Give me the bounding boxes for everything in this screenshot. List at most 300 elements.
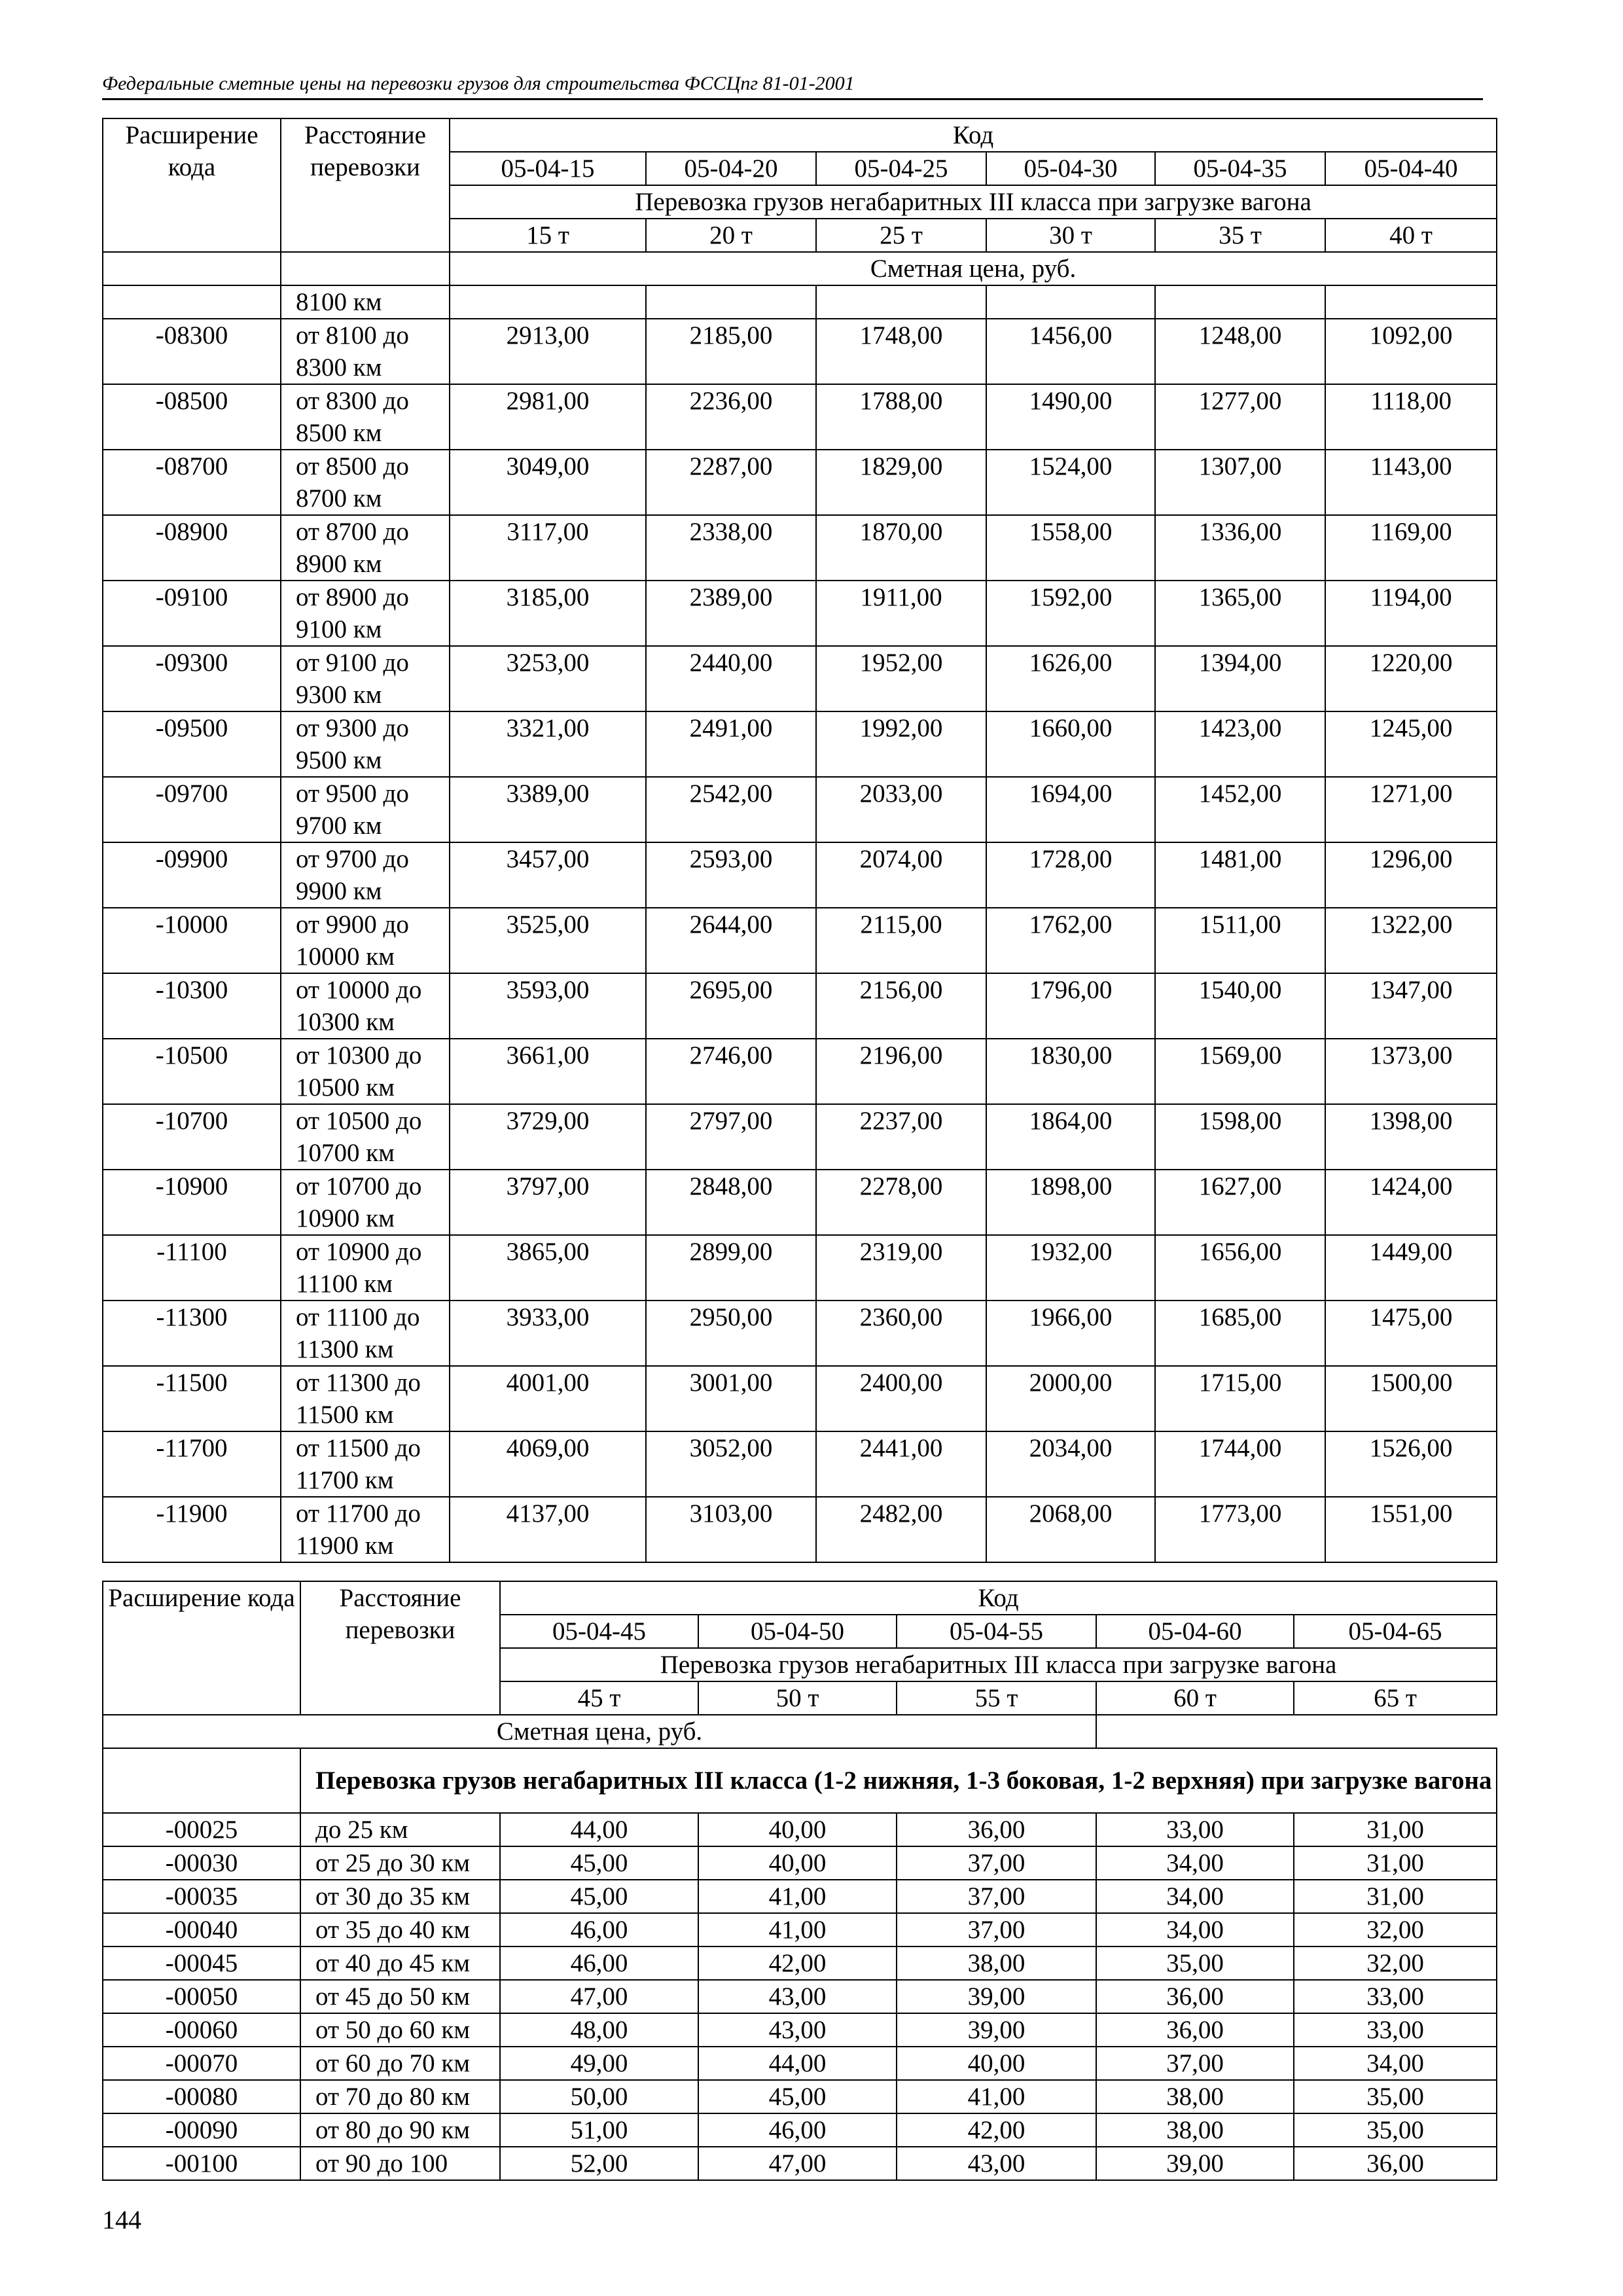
price-cell: 1551,00 (1325, 1497, 1497, 1562)
price-cell: 38,00 (897, 1946, 1096, 1980)
distance-cell: от 11300 до 11500 км (281, 1366, 450, 1431)
price-cell: 1296,00 (1325, 842, 1497, 908)
ext-code-cell: -11700 (103, 1431, 281, 1497)
price-cell: 1796,00 (986, 973, 1155, 1039)
table-row (103, 1846, 1497, 1880)
price-cell: 1398,00 (1325, 1104, 1497, 1170)
price-cell: 3729,00 (450, 1104, 646, 1170)
price-cell: 31,00 (1294, 1880, 1497, 1913)
price-cell: 1830,00 (986, 1039, 1155, 1104)
price-cell: 2360,00 (816, 1300, 986, 1366)
price-cell: 35,00 (1294, 2080, 1497, 2113)
ext-code-cell: -00080 (103, 2080, 300, 2113)
distance-cell: от 90 до 100 (300, 2147, 500, 2180)
code-cell: 05-04-35 (1155, 152, 1325, 185)
price-cell: 2644,00 (646, 908, 816, 973)
table-row (103, 777, 1497, 842)
distance-cell: от 10000 до 10300 км (281, 973, 450, 1039)
price-cell: 38,00 (1096, 2113, 1294, 2147)
distance-cell: от 8500 до 8700 км (281, 450, 450, 515)
table-row (103, 2013, 1497, 2047)
price-cell: 46,00 (500, 1946, 698, 1980)
price-cell: 1660,00 (986, 711, 1155, 777)
price-cell: 3253,00 (450, 646, 646, 711)
price-cell: 34,00 (1096, 1846, 1294, 1880)
price-cell: 1952,00 (816, 646, 986, 711)
ext-code-cell: -11300 (103, 1300, 281, 1366)
price-cell: 2000,00 (986, 1366, 1155, 1431)
price-cell: 3797,00 (450, 1170, 646, 1235)
distance-cell: от 9700 до 9900 км (281, 842, 450, 908)
price-cell: 1271,00 (1325, 777, 1497, 842)
tonnage-cell: 20 т (646, 219, 816, 252)
price-cell: 2196,00 (816, 1039, 986, 1104)
price-cell: 1424,00 (1325, 1170, 1497, 1235)
price-cell: 1248,00 (1155, 319, 1325, 384)
price-cell: 1864,00 (986, 1104, 1155, 1170)
ext-code-cell: -10700 (103, 1104, 281, 1170)
distance-cell: от 45 до 50 км (300, 1980, 500, 2013)
tonnage-cell: 40 т (1325, 219, 1497, 252)
price-cell: 2441,00 (816, 1431, 986, 1497)
price-cell: 1870,00 (816, 515, 986, 581)
price-cell: 2074,00 (816, 842, 986, 908)
price-cell: 2593,00 (646, 842, 816, 908)
estimated-price-header: Сметная цена, руб. (103, 1715, 1096, 1748)
tonnage-cell: 35 т (1155, 219, 1325, 252)
price-cell: 1456,00 (986, 319, 1155, 384)
price-cell: 33,00 (1294, 2013, 1497, 2047)
price-cell: 51,00 (500, 2113, 698, 2147)
price-cell: 3525,00 (450, 908, 646, 973)
price-cell: 2950,00 (646, 1300, 816, 1366)
distance-cell: от 11100 до 11300 км (281, 1300, 450, 1366)
price-cell: 40,00 (897, 2047, 1096, 2080)
price-cell: 1220,00 (1325, 646, 1497, 711)
price-cell: 1744,00 (1155, 1431, 1325, 1497)
price-cell: 39,00 (897, 2013, 1096, 2047)
distance-cell: от 9900 до 10000 км (281, 908, 450, 973)
price-cell: 3661,00 (450, 1039, 646, 1104)
distance-cell: от 70 до 80 км (300, 2080, 500, 2113)
price-cell: 37,00 (897, 1880, 1096, 1913)
ext-code-cell: -09700 (103, 777, 281, 842)
price-cell: 46,00 (500, 1913, 698, 1946)
price-cell: 1788,00 (816, 384, 986, 450)
price-cell: 40,00 (698, 1813, 897, 1846)
price-cell: 36,00 (1096, 2013, 1294, 2047)
price-cell: 39,00 (1096, 2147, 1294, 2180)
price-cell: 1911,00 (816, 581, 986, 646)
price-cell: 1490,00 (986, 384, 1155, 450)
price-cell: 3052,00 (646, 1431, 816, 1497)
table-2-header (103, 1581, 1497, 1748)
price-cell: 36,00 (897, 1813, 1096, 1846)
tonnage-cell: 65 т (1294, 1681, 1497, 1715)
price-cell: 1966,00 (986, 1300, 1155, 1366)
price-cell: 1365,00 (1155, 581, 1325, 646)
ext-code-cell: -00090 (103, 2113, 300, 2147)
price-cell: 40,00 (698, 1846, 897, 1880)
price-cell: 1194,00 (1325, 581, 1497, 646)
price-cell: 1475,00 (1325, 1300, 1497, 1366)
price-cell: 2278,00 (816, 1170, 986, 1235)
price-cell: 1626,00 (986, 646, 1155, 711)
price-cell: 3185,00 (450, 581, 646, 646)
ext-code-cell: -00040 (103, 1913, 300, 1946)
page-header: Федеральные сметные цены на перевозки грузов для строительства ФССЦпг 81-01-2001 (102, 71, 1483, 100)
price-cell: 1526,00 (1325, 1431, 1497, 1497)
table-row (103, 2113, 1497, 2147)
price-cell: 3457,00 (450, 842, 646, 908)
distance-cell: от 10900 до 11100 км (281, 1235, 450, 1300)
code-cell: 05-04-60 (1096, 1615, 1294, 1648)
price-cell: 2848,00 (646, 1170, 816, 1235)
code-cell: 05-04-45 (500, 1615, 698, 1648)
price-cell: 1627,00 (1155, 1170, 1325, 1235)
price-cell: 43,00 (698, 1980, 897, 2013)
ext-code-cell: -00050 (103, 1980, 300, 2013)
table-1-header (103, 118, 1497, 285)
distance-cell: от 11700 до 11900 км (281, 1497, 450, 1562)
price-cell: 2797,00 (646, 1104, 816, 1170)
price-cell: 2913,00 (450, 319, 646, 384)
code-cell: 05-04-55 (897, 1615, 1096, 1648)
price-cell: 42,00 (698, 1946, 897, 1980)
price-cell: 33,00 (1096, 1813, 1294, 1846)
price-cell: 41,00 (698, 1913, 897, 1946)
price-cell: 41,00 (698, 1880, 897, 1913)
price-cell: 31,00 (1294, 1846, 1497, 1880)
price-cell: 1932,00 (986, 1235, 1155, 1300)
distance-cell: от 8300 до 8500 км (281, 384, 450, 450)
page-number: 144 (102, 2205, 141, 2234)
table-row (103, 842, 1497, 908)
price-cell: 1347,00 (1325, 973, 1497, 1039)
ext-code-cell: -00045 (103, 1946, 300, 1980)
price-table-2 (102, 1581, 1497, 2181)
price-cell: 3103,00 (646, 1497, 816, 1562)
table-row (103, 1813, 1497, 1846)
distance-cell: от 8100 до 8300 км (281, 319, 450, 384)
distance-cell: от 30 до 35 км (300, 1880, 500, 1913)
price-cell: 47,00 (500, 1980, 698, 2013)
price-cell: 47,00 (698, 2147, 897, 2180)
price-cell: 1307,00 (1155, 450, 1325, 515)
distance-cell: от 35 до 40 км (300, 1913, 500, 1946)
price-cell: 45,00 (500, 1846, 698, 1880)
price-cell: 1169,00 (1325, 515, 1497, 581)
table-row (103, 1104, 1497, 1170)
table-row (103, 1880, 1497, 1913)
price-cell: 48,00 (500, 2013, 698, 2047)
price-cell: 2319,00 (816, 1235, 986, 1300)
price-cell: 1092,00 (1325, 319, 1497, 384)
price-cell: 3117,00 (450, 515, 646, 581)
code-header: Код (450, 118, 1497, 152)
ext-code-cell: -11500 (103, 1366, 281, 1431)
price-cell: 1524,00 (986, 450, 1155, 515)
distance-cell: от 60 до 70 км (300, 2047, 500, 2080)
price-cell: 3389,00 (450, 777, 646, 842)
price-cell: 1715,00 (1155, 1366, 1325, 1431)
price-cell: 1592,00 (986, 581, 1155, 646)
ext-code-cell: -11900 (103, 1497, 281, 1562)
table-2-subtitle: Перевозка грузов негабаритных III класса при загрузке вагона (500, 1648, 1497, 1681)
distance-cell: от 9100 до 9300 км (281, 646, 450, 711)
table-row (103, 1300, 1497, 1366)
price-cell: 1762,00 (986, 908, 1155, 973)
table-row (103, 1980, 1497, 2013)
ext-code-cell: -10500 (103, 1039, 281, 1104)
section-title: Перевозка грузов негабаритных III класса (1-2 нижняя, 1-3 боковая, 1-2 верхняя) при загрузке вагона (300, 1748, 1497, 1813)
price-cell: 52,00 (500, 2147, 698, 2180)
ext-code-cell: -09500 (103, 711, 281, 777)
price-cell: 41,00 (897, 2080, 1096, 2113)
price-cell: 2115,00 (816, 908, 986, 973)
ext-code-cell: -10300 (103, 973, 281, 1039)
distance-cell: до 25 км (300, 1813, 500, 1846)
code-cell: 05-04-25 (816, 152, 986, 185)
table-row (103, 319, 1497, 384)
price-cell: 31,00 (1294, 1813, 1497, 1846)
tonnage-cell: 15 т (450, 219, 646, 252)
ext-code-cell: -00070 (103, 2047, 300, 2080)
price-cell: 49,00 (500, 2047, 698, 2080)
price-cell: 1728,00 (986, 842, 1155, 908)
distance-header: Расстояние перевозки (281, 118, 450, 252)
code-cell: 05-04-30 (986, 152, 1155, 185)
tonnage-cell: 60 т (1096, 1681, 1294, 1715)
price-cell: 37,00 (897, 1846, 1096, 1880)
distance-cell: от 80 до 90 км (300, 2113, 500, 2147)
price-cell: 1452,00 (1155, 777, 1325, 842)
price-cell: 37,00 (1096, 2047, 1294, 2080)
price-cell: 1598,00 (1155, 1104, 1325, 1170)
price-cell: 46,00 (698, 2113, 897, 2147)
price-cell: 1322,00 (1325, 908, 1497, 973)
price-cell: 2237,00 (816, 1104, 986, 1170)
ext-code-header: Расширение кода (103, 1581, 300, 1715)
table-row (103, 1039, 1497, 1104)
distance-cell: от 9300 до 9500 км (281, 711, 450, 777)
price-cell: 2899,00 (646, 1235, 816, 1300)
table-row (103, 646, 1497, 711)
price-cell: 38,00 (1096, 2080, 1294, 2113)
price-cell: 2156,00 (816, 973, 986, 1039)
price-cell: 36,00 (1294, 2147, 1497, 2180)
price-cell: 1558,00 (986, 515, 1155, 581)
price-cell: 2389,00 (646, 581, 816, 646)
table-row (103, 581, 1497, 646)
price-cell: 1500,00 (1325, 1366, 1497, 1431)
table-row (103, 711, 1497, 777)
price-cell: 3865,00 (450, 1235, 646, 1300)
price-cell: 50,00 (500, 2080, 698, 2113)
table-1-subtitle: Перевозка грузов негабаритных III класса при загрузке вагона (450, 185, 1497, 219)
price-cell: 1143,00 (1325, 450, 1497, 515)
price-cell: 1481,00 (1155, 842, 1325, 908)
price-cell: 3593,00 (450, 973, 646, 1039)
price-cell: 32,00 (1294, 1913, 1497, 1946)
price-cell: 1423,00 (1155, 711, 1325, 777)
price-cell: 2068,00 (986, 1497, 1155, 1562)
table-2-body (103, 1748, 1497, 2180)
table-row (103, 973, 1497, 1039)
price-cell: 39,00 (897, 1980, 1096, 2013)
price-cell: 1245,00 (1325, 711, 1497, 777)
price-cell: 3049,00 (450, 450, 646, 515)
distance-cell: от 40 до 45 км (300, 1946, 500, 1980)
tonnage-cell: 50 т (698, 1681, 897, 1715)
ext-code-cell: -08300 (103, 319, 281, 384)
price-cell: 34,00 (1096, 1880, 1294, 1913)
continued-distance: 8100 км (281, 285, 450, 319)
ext-code-cell: -00030 (103, 1846, 300, 1880)
price-table-1 (102, 118, 1497, 1563)
price-cell: 35,00 (1096, 1946, 1294, 1980)
code-cell: 05-04-50 (698, 1615, 897, 1648)
price-cell: 2400,00 (816, 1366, 986, 1431)
table-row (103, 908, 1497, 973)
price-cell: 3321,00 (450, 711, 646, 777)
price-cell: 1336,00 (1155, 515, 1325, 581)
price-cell: 2482,00 (816, 1497, 986, 1562)
distance-cell: от 11500 до 11700 км (281, 1431, 450, 1497)
distance-cell: от 10700 до 10900 км (281, 1170, 450, 1235)
price-cell: 44,00 (500, 1813, 698, 1846)
price-cell: 1748,00 (816, 319, 986, 384)
price-cell: 2542,00 (646, 777, 816, 842)
ext-code-cell: -00025 (103, 1813, 300, 1846)
ext-code-cell: -09900 (103, 842, 281, 908)
price-cell: 2981,00 (450, 384, 646, 450)
table-row (103, 2147, 1497, 2180)
price-cell: 2236,00 (646, 384, 816, 450)
ext-code-cell: -10000 (103, 908, 281, 973)
distance-cell: от 8900 до 9100 км (281, 581, 450, 646)
table-row (103, 2080, 1497, 2113)
price-cell: 1540,00 (1155, 973, 1325, 1039)
price-cell: 2338,00 (646, 515, 816, 581)
price-cell: 37,00 (897, 1913, 1096, 1946)
price-cell: 3933,00 (450, 1300, 646, 1366)
distance-cell: от 25 до 30 км (300, 1846, 500, 1880)
tonnage-cell: 30 т (986, 219, 1155, 252)
ext-code-cell: -00100 (103, 2147, 300, 2180)
price-cell: 1829,00 (816, 450, 986, 515)
price-cell: 4069,00 (450, 1431, 646, 1497)
price-cell: 34,00 (1294, 2047, 1497, 2080)
table-row (103, 1946, 1497, 1980)
price-cell: 45,00 (698, 2080, 897, 2113)
price-cell: 42,00 (897, 2113, 1096, 2147)
ext-code-cell: -08900 (103, 515, 281, 581)
price-cell: 35,00 (1294, 2113, 1497, 2147)
ext-code-cell: -09300 (103, 646, 281, 711)
table-row (103, 515, 1497, 581)
code-cell: 05-04-15 (450, 152, 646, 185)
table-1-body (103, 285, 1497, 1562)
price-cell: 1569,00 (1155, 1039, 1325, 1104)
price-cell: 1118,00 (1325, 384, 1497, 450)
table-row (103, 1235, 1497, 1300)
estimated-price-header: Сметная цена, руб. (450, 252, 1497, 285)
code-header: Код (500, 1581, 1497, 1615)
price-cell: 1511,00 (1155, 908, 1325, 973)
table-row (103, 1170, 1497, 1235)
ext-code-cell: -09100 (103, 581, 281, 646)
ext-code-cell: -08500 (103, 384, 281, 450)
price-cell: 2185,00 (646, 319, 816, 384)
distance-cell: от 9500 до 9700 км (281, 777, 450, 842)
distance-cell: от 8700 до 8900 км (281, 515, 450, 581)
price-cell: 45,00 (500, 1880, 698, 1913)
price-cell: 2746,00 (646, 1039, 816, 1104)
price-cell: 1449,00 (1325, 1235, 1497, 1300)
price-cell: 43,00 (897, 2147, 1096, 2180)
price-cell: 2033,00 (816, 777, 986, 842)
code-cell: 05-04-40 (1325, 152, 1497, 185)
price-cell: 44,00 (698, 2047, 897, 2080)
code-cell: 05-04-65 (1294, 1615, 1497, 1648)
ext-code-cell: -10900 (103, 1170, 281, 1235)
price-cell: 2491,00 (646, 711, 816, 777)
table-row (103, 1431, 1497, 1497)
price-cell: 1394,00 (1155, 646, 1325, 711)
price-cell: 2695,00 (646, 973, 816, 1039)
price-cell: 43,00 (698, 2013, 897, 2047)
tonnage-cell: 25 т (816, 219, 986, 252)
distance-header: Расстояние перевозки (300, 1581, 500, 1715)
price-cell: 1694,00 (986, 777, 1155, 842)
ext-code-header: Расширение кода (103, 118, 281, 252)
price-cell: 3001,00 (646, 1366, 816, 1431)
tonnage-cell: 55 т (897, 1681, 1096, 1715)
table-row (103, 384, 1497, 450)
table-row (103, 1497, 1497, 1562)
price-cell: 4001,00 (450, 1366, 646, 1431)
price-cell: 2440,00 (646, 646, 816, 711)
price-cell: 33,00 (1294, 1980, 1497, 2013)
tonnage-cell: 45 т (500, 1681, 698, 1715)
price-cell: 4137,00 (450, 1497, 646, 1562)
ext-code-cell: -00035 (103, 1880, 300, 1913)
price-cell: 1898,00 (986, 1170, 1155, 1235)
price-cell: 1992,00 (816, 711, 986, 777)
table-row (103, 1366, 1497, 1431)
price-cell: 34,00 (1096, 1913, 1294, 1946)
price-cell: 1656,00 (1155, 1235, 1325, 1300)
table-row (103, 1913, 1497, 1946)
distance-cell: от 10500 до 10700 км (281, 1104, 450, 1170)
code-cell: 05-04-20 (646, 152, 816, 185)
distance-cell: от 50 до 60 км (300, 2013, 500, 2047)
table-row (103, 2047, 1497, 2080)
price-cell: 2287,00 (646, 450, 816, 515)
price-cell: 1277,00 (1155, 384, 1325, 450)
distance-cell: от 10300 до 10500 км (281, 1039, 450, 1104)
table-row (103, 450, 1497, 515)
ext-code-cell: -11100 (103, 1235, 281, 1300)
price-cell: 32,00 (1294, 1946, 1497, 1980)
price-cell: 36,00 (1096, 1980, 1294, 2013)
price-cell: 2034,00 (986, 1431, 1155, 1497)
price-cell: 1773,00 (1155, 1497, 1325, 1562)
ext-code-cell: -08700 (103, 450, 281, 515)
ext-code-cell: -00060 (103, 2013, 300, 2047)
price-cell: 1373,00 (1325, 1039, 1497, 1104)
